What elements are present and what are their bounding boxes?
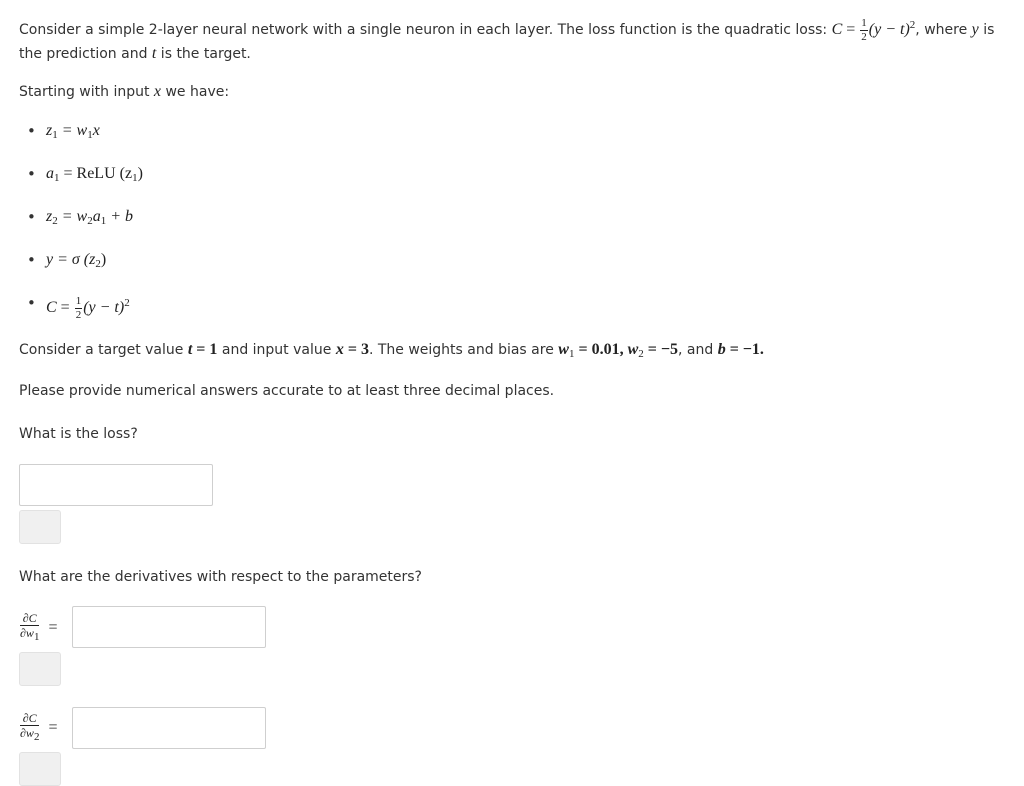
w1-value: = 0.01, — [574, 341, 628, 358]
eq-lhs: z — [46, 122, 53, 139]
eq-rhs-sub: 2 — [95, 258, 101, 270]
eq-lhs: z — [46, 208, 53, 225]
w2-sub: 2 — [638, 348, 644, 360]
dw2-numerator: ∂C — [20, 712, 39, 726]
w1-sub: 1 — [568, 348, 575, 360]
loss-check-button[interactable] — [19, 510, 61, 544]
dw2-check-button[interactable] — [19, 752, 61, 786]
dw2-answer-input[interactable] — [72, 707, 266, 749]
eq-rhs-mid-sub: 1 — [100, 215, 107, 227]
problem-intro — [19, 14, 1019, 65]
dw1-label — [19, 612, 57, 643]
var-w1: w — [558, 341, 569, 358]
equals-sign: = — [48, 618, 58, 636]
equation-item — [19, 292, 143, 335]
loss-difference: (y − t) — [868, 21, 910, 38]
dw2-denominator-sub: 2 — [33, 731, 40, 743]
var-t: t — [151, 44, 157, 62]
fraction-denominator: 2 — [861, 30, 867, 43]
fraction-numerator: 1 — [75, 294, 82, 307]
eq-rhs-sub: 1 — [87, 129, 93, 141]
var-c: C — [831, 21, 843, 38]
eq-rhs-tail: (y − t) — [83, 299, 125, 316]
parameters-sentence — [19, 339, 764, 365]
eq-rhs: = ReLU (z — [63, 165, 133, 182]
eq-lhs: C — [46, 299, 57, 316]
var-b: b — [717, 341, 726, 358]
w2-value: = −5 — [643, 341, 678, 358]
eq-rhs-sub: 2 — [87, 215, 93, 227]
loss-answer-input[interactable] — [19, 464, 213, 506]
equals-sign: = — [842, 21, 860, 38]
dw2-denominator: ∂w — [20, 726, 34, 740]
equation-item — [19, 120, 143, 163]
param-text: , and — [677, 342, 718, 358]
dw1-fraction — [20, 612, 39, 643]
eq-lhs-sub: 1 — [52, 129, 58, 141]
dw1-check-button[interactable] — [19, 652, 61, 686]
fraction-denominator: 2 — [75, 308, 82, 321]
eq-rhs: = — [60, 299, 74, 316]
eq-rhs: = σ (z — [57, 251, 96, 268]
equation-item — [19, 206, 143, 249]
eq-lhs-sub: 1 — [54, 172, 60, 184]
eq-rhs-tail: ) — [100, 251, 107, 268]
var-x: x — [335, 341, 344, 358]
dw1-denominator: ∂w — [20, 626, 34, 640]
question-derivatives: What are the derivatives with respect to the parameters? — [19, 569, 422, 585]
eq-lhs: y — [46, 251, 54, 268]
loss-formula — [831, 16, 916, 43]
input-value: = 3 — [343, 341, 369, 358]
half-fraction — [75, 296, 83, 321]
eq-rhs-sub: 1 — [132, 172, 138, 184]
dw2-fraction — [20, 712, 39, 743]
dw1-numerator: ∂C — [20, 612, 39, 626]
dw1-denominator-sub: 1 — [33, 631, 40, 643]
var-t: t — [187, 341, 193, 358]
param-text: and input value — [217, 342, 336, 358]
var-y: y — [971, 21, 979, 38]
intro-text-target: is the target. — [156, 45, 251, 62]
equation-list — [19, 120, 143, 335]
var-x: x — [153, 83, 162, 100]
equation-item — [19, 249, 143, 292]
eq-rhs: = w — [61, 122, 88, 139]
start-text: Starting with input — [19, 84, 154, 100]
fraction-numerator: 1 — [861, 16, 867, 29]
eq-rhs: = w — [61, 208, 88, 225]
target-value: = 1 — [192, 341, 218, 358]
half-fraction — [860, 18, 868, 43]
intro-text-pred: is the prediction and — [19, 22, 995, 62]
eq-rhs-tail: x — [92, 122, 100, 139]
eq-rhs-tail: + b — [106, 208, 133, 225]
equals-sign: = — [48, 718, 58, 736]
start-text-after: we have: — [161, 84, 230, 100]
question-loss: What is the loss? — [19, 426, 138, 442]
param-text: Consider a target value — [19, 342, 188, 358]
eq-rhs-tail: ) — [137, 165, 143, 182]
intro-text-where: , where — [915, 22, 972, 38]
param-text: . The weights and bias are — [368, 342, 559, 358]
var-w2: w — [627, 341, 639, 358]
dw2-label — [19, 712, 57, 743]
eq-rhs-mid: a — [92, 208, 101, 225]
exponent: 2 — [909, 19, 916, 31]
eq-lhs: a — [46, 165, 54, 182]
start-sentence — [19, 81, 229, 103]
b-value: = −1. — [725, 341, 764, 358]
eq-lhs-sub: 2 — [52, 215, 58, 227]
accuracy-instruction: Please provide numerical answers accurate to at least three decimal places. — [19, 383, 555, 399]
equation-item — [19, 163, 143, 206]
intro-text: Consider a simple 2-layer neural network with a single neuron in each layer. The loss function is the quadratic loss: — [19, 22, 832, 38]
exponent: 2 — [124, 297, 130, 309]
dw1-answer-input[interactable] — [72, 606, 266, 648]
